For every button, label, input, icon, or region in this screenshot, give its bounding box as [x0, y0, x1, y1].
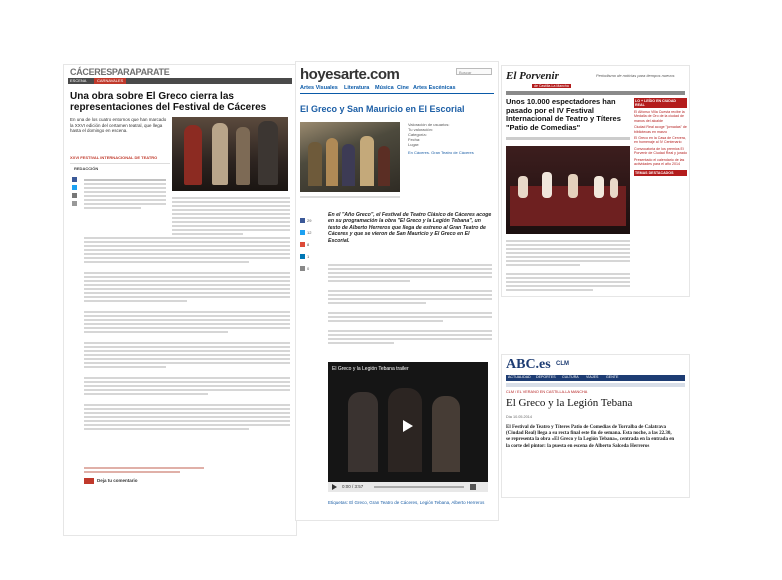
- sidebar-most-read: [634, 98, 687, 176]
- article-body: [328, 262, 492, 346]
- volume-icon[interactable]: [470, 484, 476, 490]
- body-column-right: [172, 195, 290, 237]
- site-nav: [506, 375, 685, 381]
- sidebar-item[interactable]: El Greco en la Casa de Cervera, en homenaje al IV Centenario: [634, 136, 686, 145]
- article-body: [506, 238, 630, 296]
- sidebar-item[interactable]: Ciudad Real acoge "jornadas" de bibliotecas en marzo: [634, 125, 687, 134]
- sub-nav: [506, 383, 685, 387]
- comment-row: [84, 477, 164, 485]
- clipping-caceres: [64, 65, 296, 535]
- section-label: XXVI FESTIVAL INTERNACIONAL DE TEATRO: [70, 155, 158, 160]
- sidebar-item[interactable]: El Alfonso Villa Cuesta recibe la Medalla de Oro de la ciudad de manos del alcalde: [634, 110, 685, 123]
- share-count: 12: [307, 230, 312, 235]
- site-logo-sub: de Castilla-La Mancha: [534, 84, 569, 88]
- nav-item-artes-escenicas[interactable]: Artes Escénicas: [413, 85, 456, 91]
- article-lead: El Festival de Teatro y Títeres Patio de Comedias de Torralba de Calatrava (Ciudad Real) llega a su recta final este fin de semana. Esta noche, a las 22.30, se representa la obra «El Greco y la Legión Tebana», centrada en la entrada en la corte del pintor: la puesta en escena de Alberto Salceda Herreros: [506, 425, 675, 449]
- site-nav: [300, 85, 494, 94]
- linkedin-icon[interactable]: [300, 254, 305, 259]
- puppet-photo: [506, 146, 630, 234]
- email-icon[interactable]: [72, 193, 77, 198]
- site-nav: [506, 91, 685, 95]
- breadcrumb[interactable]: CLM / EL VERANO EN CASTILLA-LA MANCHA: [506, 390, 588, 394]
- share-column: [72, 177, 78, 217]
- nav-item-musica[interactable]: Música: [375, 85, 394, 91]
- site-logo[interactable]: ABC.es: [506, 357, 551, 372]
- share-count: 0: [307, 266, 310, 271]
- facebook-icon[interactable]: [300, 218, 305, 223]
- sidebar-header: LO + LEÍDO EN CIUDAD REAL: [634, 98, 687, 108]
- site-tagline: Periodismo de noticias para tiempos nuevos: [596, 73, 675, 78]
- article-tags[interactable]: Etiquetas: El Greco, Gran Teatro de Cáceres, Legión Tebana, Alberto Herreros: [328, 500, 485, 505]
- twitter-icon[interactable]: [300, 230, 305, 235]
- comment-button[interactable]: Deja tu comentario: [97, 478, 138, 483]
- play-icon[interactable]: [403, 420, 413, 432]
- share-count: 1: [307, 254, 310, 259]
- sidebar-item[interactable]: Presentado el calendario de las actividades para el año 2014: [634, 157, 685, 167]
- facebook-icon[interactable]: [72, 177, 77, 182]
- tags-block: [84, 465, 204, 475]
- stage-photo: [172, 117, 288, 191]
- section-tag[interactable]: CARNAVALES: [94, 78, 126, 84]
- clipping-abc: [502, 355, 689, 497]
- site-logo[interactable]: hoyesarte.com: [300, 66, 400, 83]
- comment-icon[interactable]: [84, 478, 94, 484]
- nav-item-gente[interactable]: GENTE: [606, 375, 619, 379]
- site-logo[interactable]: El Porvenir: [506, 70, 559, 82]
- byline: REDACCIÓN: [74, 166, 99, 171]
- print-icon[interactable]: [72, 201, 77, 206]
- nav-item-deportes[interactable]: DEPORTES: [536, 375, 556, 379]
- video-time: 0:00 / 3:57: [342, 484, 364, 489]
- sidebar-footer: TEMAS DESTACADOS: [634, 170, 687, 176]
- video-title: El Greco y la Legión Tebana trailer: [332, 366, 409, 372]
- email-icon[interactable]: [300, 266, 305, 271]
- info-rating-label: Valoración de usuarios:: [408, 122, 450, 127]
- nav-tag[interactable]: ESCENA: [70, 78, 87, 83]
- nav-item-cine[interactable]: Cine: [397, 85, 409, 91]
- twitter-icon[interactable]: [72, 185, 77, 190]
- nav-item-cultura[interactable]: CULTURA: [562, 375, 579, 379]
- info-box: [408, 122, 494, 155]
- sidebar-item[interactable]: Convocatoria de los premios El Porvenir de Ciudad Real y jurado: [634, 146, 687, 156]
- share-count: 29: [307, 218, 312, 223]
- nav-item-actualidad[interactable]: ACTUALIDAD: [508, 375, 531, 379]
- article-headline: El Greco y la Legión Tebana: [506, 397, 633, 409]
- article-quote: En el "Año Greco", el Festival de Teatro Clásico de Cáceres acoge en su programación la obra "El Greco y la Legión Tebana", un texto de Alberto Herreros que llega de estreno al Gran Teatro de Cáceres y que se vieron de San Mauricio y El Greco en El Escorial.: [328, 212, 492, 244]
- video-controls: [328, 482, 488, 492]
- body-column-left: [84, 177, 166, 211]
- site-header: [68, 67, 292, 77]
- nav-item-viajes[interactable]: VIAJES: [586, 375, 599, 379]
- info-your-rating-label: Tu valoración:: [408, 127, 433, 132]
- site-region: CLM: [556, 361, 569, 367]
- nav-item-artes-visuales[interactable]: Artes Visuales: [300, 85, 338, 91]
- nav-item-literatura[interactable]: Literatura: [344, 85, 370, 91]
- clipping-el-porvenir: [502, 66, 689, 296]
- search-input[interactable]: Buscar: [456, 68, 492, 75]
- play-control-icon[interactable]: [332, 484, 337, 490]
- headline: Una obra sobre El Greco cierra las representaciones del Festival de Cáceres: [70, 91, 267, 113]
- google-plus-icon[interactable]: [300, 242, 305, 247]
- article-title: El Greco y San Mauricio en El Escorial: [300, 104, 465, 114]
- site-name[interactable]: CÁCERESPARAPARATE: [70, 67, 170, 77]
- body-text: [84, 235, 290, 432]
- info-place-label: Lugar:: [408, 142, 420, 147]
- share-count: 8: [307, 242, 310, 247]
- clipping-hoyesarte: [296, 62, 498, 520]
- share-column: [300, 216, 322, 273]
- lead-text: En una de los cuatro entornos que han marcado la XXVI edición del certamen teatral, que llega hasta el domingo en escena.: [70, 117, 167, 134]
- article-meta: [506, 137, 630, 140]
- info-date-label: Fecha:: [408, 137, 421, 142]
- article-date: Día 10.05.2014: [506, 415, 532, 419]
- article-headline: Unos 10.000 espectadores han pasado por el IV Festival Internacional de Teatro y Títeres "Patio de Comedias": [506, 97, 621, 132]
- info-category-label: Categoría:: [408, 132, 427, 137]
- info-place-value[interactable]: En Cáceres. Gran Teatro de Cáceres: [408, 150, 474, 155]
- video-seekbar[interactable]: [374, 486, 464, 488]
- video-player[interactable]: [328, 362, 488, 492]
- site-nav: [68, 78, 292, 84]
- painting-image: [300, 122, 400, 192]
